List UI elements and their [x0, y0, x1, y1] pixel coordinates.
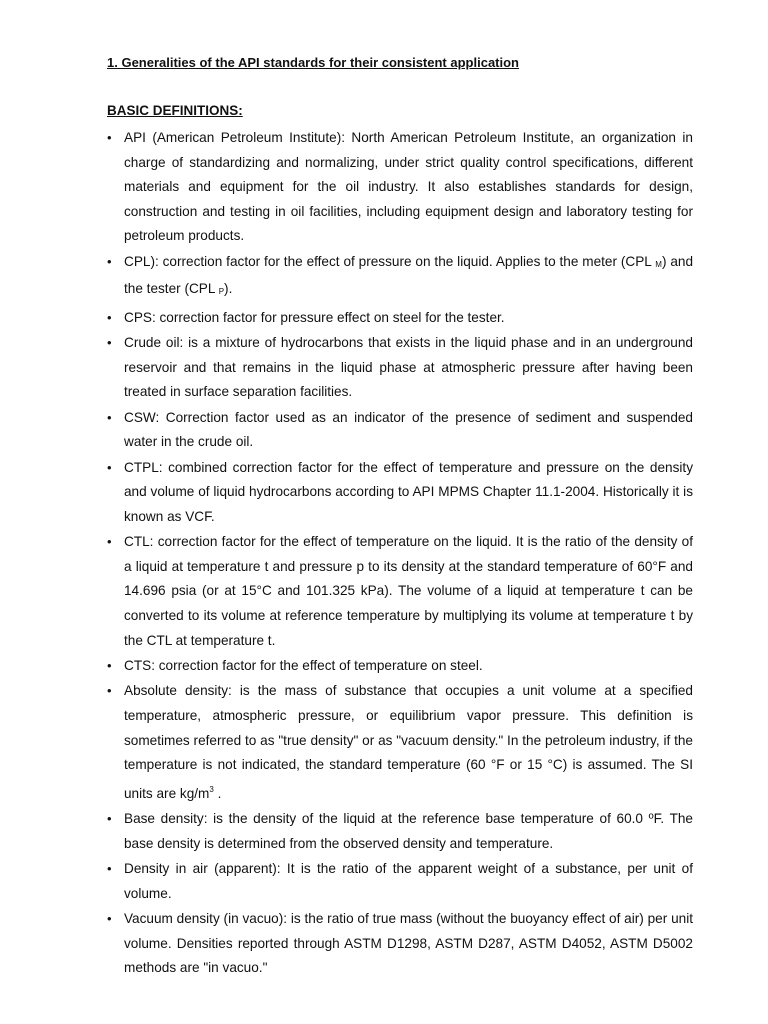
definition-cpl — [107, 250, 693, 305]
definition-text: Density in air (apparent): It is the ratio of the apparent weight of a substance, per unit of volume. — [124, 861, 693, 901]
definition-text: CPL): correction factor for the effect of pressure on the liquid. Applies to the meter (CPL — [124, 253, 652, 269]
bullet-icon: • — [107, 335, 112, 351]
definition-text: CTS: correction factor for the effect of temperature on steel. — [124, 658, 483, 674]
subscript-p: P — [218, 287, 225, 297]
bullet-icon: • — [107, 911, 112, 927]
definitions-list — [107, 126, 693, 982]
subscript-m: M — [655, 259, 662, 269]
definition-text-continued: ) and the tester (CPL — [124, 253, 694, 297]
definition-ctpl — [107, 456, 693, 530]
bullet-icon: • — [107, 861, 112, 877]
bullet-icon: • — [107, 253, 112, 269]
bullet-icon: • — [107, 658, 112, 674]
definition-text: Absolute density: is the mass of substance that occupies a unit volume at a specified temperature, atmospheric pressure, or equilibrium vapor pressure. This definition is sometimes referred to as "true density" or as "vacuum density." In the petroleum industry, if the temperature is not indicated, the standard temperature (60 °F or 15 °C) is assumed. The SI units are kg/m — [124, 683, 693, 801]
bullet-icon: • — [107, 534, 112, 550]
definition-text: CTL: correction factor for the effect of temperature on the liquid. It is the ratio of the density of a liquid at temperature t and pressure p to its density at the standard temperature of 60°F and 14.696 psia (or at 15°C and 101.325 kPa). The volume of a liquid at temperature t can be converted to its volume at reference temperature by multiplying its volume at temperature t by the CTL at temperature t. — [124, 534, 693, 648]
bullet-icon: • — [107, 683, 112, 699]
definition-text: Vacuum density (in vacuo): is the ratio of true mass (without the buoyancy effect of air) per unit volume. Densities reported through ASTM D1298, ASTM D287, ASTM D4052, ASTM D5002 methods are "in vacuo." — [124, 911, 693, 976]
definition-text-end: . — [217, 785, 222, 801]
bullet-icon: • — [107, 130, 112, 145]
bullet-icon: • — [107, 811, 112, 827]
definition-text: CSW: Correction factor used as an indicator of the presence of sediment and suspended water in the crude oil. — [124, 409, 693, 450]
superscript-3: 3 — [209, 784, 214, 794]
definition-text: API (American Petroleum Institute): North American Petroleum Institute, an organization in charge of standardizing and normalizing, under strict quality control specifications, different materials and equipment for the oil industry. It also establishes standards for design, construction and testing in oil facilities, including equipment design and laboratory testing for petroleum products. — [124, 130, 693, 244]
bullet-icon: • — [107, 409, 112, 425]
definition-base-density — [107, 807, 693, 856]
definition-api — [107, 126, 693, 249]
definition-crude-oil — [107, 331, 693, 405]
definitions-heading: BASIC DEFINITIONS: — [107, 103, 243, 118]
section-title: 1. Generalities of the API standards for their consistent application — [107, 55, 519, 70]
definition-text: Base density: is the density of the liquid at the reference base temperature of 60.0 ºF. The base density is determined from the observed density and temperature. — [124, 811, 693, 851]
definition-absolute-density — [107, 679, 693, 806]
definition-vacuum-density — [107, 907, 693, 981]
definition-ctl — [107, 530, 693, 653]
definition-cts — [107, 654, 693, 679]
definition-text: CTPL: combined correction factor for the effect of temperature and pressure on the density and volume of liquid hydrocarbons according to API MPMS Chapter 11.1-2004. Historically it is known as VCF. — [124, 459, 693, 524]
definition-text-end: ). — [224, 281, 233, 297]
definition-density-in-air — [107, 857, 693, 906]
definition-text: Crude oil: is a mixture of hydrocarbons that exists in the liquid phase and in an underground reservoir and that remains in the liquid phase at atmospheric pressure after having been treated in surface separation facilities. — [124, 335, 693, 400]
definition-text: CPS: correction factor for pressure effect on steel for the tester. — [124, 309, 505, 325]
bullet-icon: • — [107, 459, 112, 475]
definition-csw — [107, 406, 693, 455]
definition-cps — [107, 306, 693, 331]
bullet-icon: • — [107, 309, 112, 325]
